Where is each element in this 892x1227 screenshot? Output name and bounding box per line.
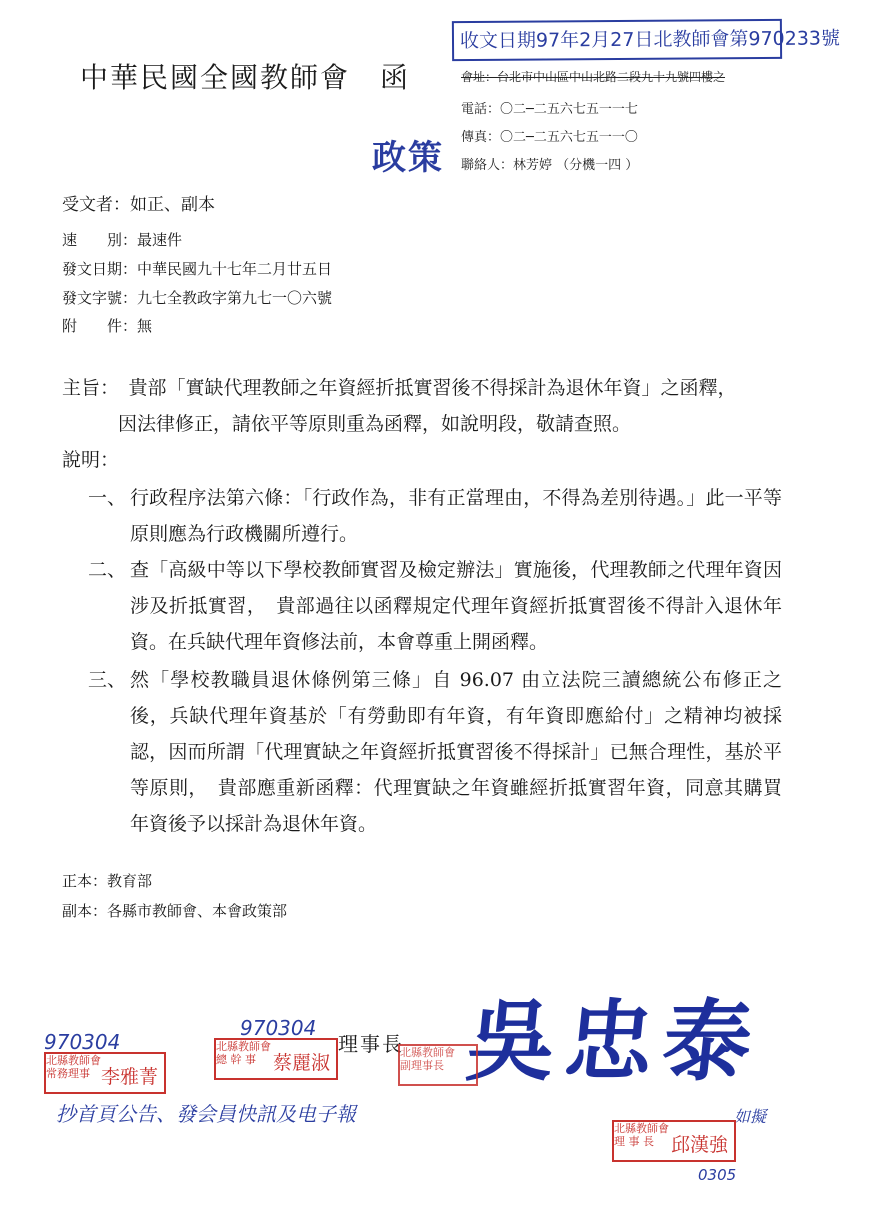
fax-line: 傳真：〇二─二五六七五一一〇	[461, 130, 638, 145]
telephone-line: 電話：〇二─二五六七五一一七	[461, 102, 638, 117]
copy-recipients: 副本：各縣市教師會、本會政策部	[62, 902, 288, 920]
chairman-title: 理事長	[338, 1032, 404, 1056]
item-3-number: 三、	[88, 669, 127, 691]
handwritten-date-1: 970304	[44, 1030, 121, 1054]
subject-line-1: 主旨： 貴部「實缺代理教師之年資經折抵實習後不得採計為退休年資」之函釋，	[62, 377, 737, 399]
handwritten-instruction: 抄首頁公告、發会員快訊及电子報	[56, 1102, 356, 1126]
seal-standing-director: 北縣教師會 常務理事 李雅菁	[44, 1052, 166, 1094]
org-title: 中華民國全國教師會 函	[80, 61, 411, 94]
policy-stamp: 政策	[372, 138, 444, 178]
document-number-line: 發文字號：九七全教政字第九七一〇六號	[62, 289, 333, 307]
item-2-text: 查「高級中等以下學校教師實習及檢定辦法」實施後，代理教師之代理年資因涉及折抵實習， 貴部過往以函釋規定代理年資經折抵實習後不得計入退休年資。在兵缺代理年資修法前，本會尊重上開函釋。	[130, 559, 782, 653]
date-line: 發文日期：中華民國九十七年二月廿五日	[62, 260, 333, 278]
item-3-text: 然「學校教職員退休條例第三條」自 96.07 由立法院三讀總統公布修正之後，兵缺代理年資基於「有勞動即有年資，有年資即應給付」之精神均被採認，因而所謂「代理實缺之年資經折抵實習後不得採計」已無合理性，基於平等原則， 貴部應重新函釋：代理實缺之年資雖經折抵實習年資，同意其購買年資後予以採計為退休年資。	[130, 669, 782, 835]
handwritten-date-2: 970304	[240, 1016, 317, 1040]
explanation-heading: 說明：	[62, 449, 120, 471]
item-1-number: 一、	[88, 487, 127, 509]
speed-line: 速 別：最速件	[62, 231, 183, 249]
item-1-text: 行政程序法第六條：「行政作為，非有正當理由，不得為差別待遇。」此一平等原則應為行政機關所遵行。	[130, 487, 782, 545]
contact-line: 聯絡人：林芳婷 （分機一四 ）	[461, 158, 639, 173]
handwritten-approval: 如擬	[734, 1107, 767, 1126]
seal-county-chairman: 北縣教師會 理 事 長 邱漢強	[612, 1120, 736, 1162]
received-date-stamp: 收文日期97年2月27日北教師會第970233號	[452, 19, 782, 61]
address-line: 會址：台北市中山區中山北路二段九十九號四樓之	[461, 70, 726, 84]
attachment-line: 附 件：無	[62, 317, 153, 335]
subject-line-2: 因法律修正，請依平等原則重為函釋，如說明段，敬請查照。	[118, 413, 632, 435]
recipient-line: 受文者：如正、副本	[62, 195, 215, 215]
chairman-signature: 吳忠泰	[461, 989, 767, 1093]
seal-secretary-general: 北縣教師會 總 幹 事 蔡麗淑	[214, 1038, 338, 1080]
handwritten-date-3: 0305	[698, 1166, 737, 1184]
item-2-number: 二、	[88, 559, 127, 581]
seal-vice-chairman: 北縣教師會 副理事長	[398, 1044, 478, 1086]
original-recipient: 正本：教育部	[62, 872, 153, 890]
